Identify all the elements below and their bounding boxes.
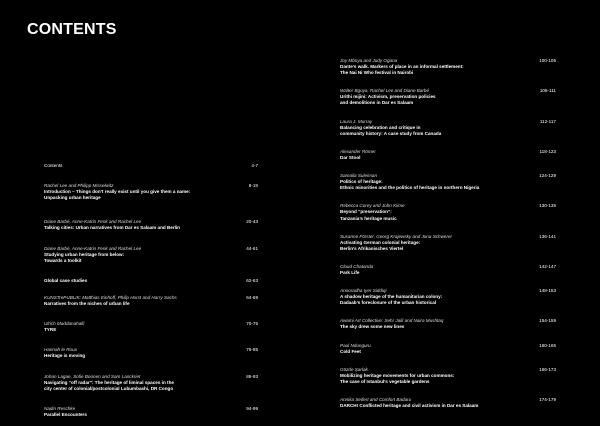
entry-title: Heritage is moving [44, 353, 86, 359]
entry-authors: Ulrich Maddanahalli [44, 321, 85, 327]
entry-pages: 20-43 [246, 219, 258, 225]
entry-authors: Johan Lagae, Sofie Boonen and Sam Lanckriet [44, 373, 141, 379]
entry-authors: Alexander Römer [340, 148, 376, 154]
entry-authors: Joy Mboya and Judy Ogana [340, 58, 398, 63]
entry-authors: Paul Ndunguru [340, 342, 371, 348]
entry-pages: 100-105 [539, 58, 556, 63]
entry-pages: 124-129 [539, 173, 556, 179]
toc-entry[interactable] [340, 343, 556, 355]
entry-authors: Diane Barbé, Anne-Katrin Fenk and Rachel Lee [44, 245, 142, 251]
toc-entry[interactable] [44, 347, 258, 359]
entry-title: Narratives from the niches of urban life [44, 301, 130, 307]
entry-pages: 86-93 [246, 373, 258, 379]
entry-pages: 148-153 [539, 288, 556, 294]
toc-left-column [44, 163, 258, 418]
toc-entry[interactable] [44, 163, 258, 169]
toc-entry[interactable] [340, 203, 556, 221]
entry-authors: Diane Barbé, Anne-Katrin Fenk and Rachel Lee [44, 219, 142, 225]
toc-entry[interactable] [340, 367, 556, 385]
toc-entry[interactable] [44, 295, 258, 307]
entry-authors: Cloud Chatanda [340, 263, 374, 269]
entry-pages: 112-117 [539, 118, 556, 124]
entry-pages: 62-63 [246, 277, 258, 283]
entry-title: Studying urban heritage from below: Towards a toolkit [44, 251, 125, 263]
entry-pages: 106-111 [539, 88, 556, 94]
entry-pages: 8-19 [248, 183, 258, 189]
entry-pages: 160-165 [539, 342, 556, 348]
toc-entry[interactable] [340, 173, 556, 191]
toc-right-column [340, 58, 556, 409]
entry-pages: 174-179 [539, 397, 556, 402]
entry-title: Activating German colonial heritage: Berlin’s Afrikanisches Viertel [340, 239, 421, 251]
entry-authors: Hannah le Roux [44, 347, 77, 353]
entry-title: Dar Stool [340, 154, 361, 160]
entry-authors: Walter Bgoya, Rachel Lee and Diane Barbé [340, 88, 430, 94]
toc-entry[interactable] [44, 183, 258, 201]
entry-pages: 130-135 [539, 203, 556, 209]
entry-title: The sky drew some new lines [340, 324, 405, 330]
entry-title: Beyond “preservation”: Tanzania’s heritage music [340, 209, 397, 221]
entry-title: Global case studies [44, 277, 88, 283]
entry-pages: 118-123 [539, 148, 556, 154]
entry-authors: Anooradha Iyer Siddiqi [340, 288, 387, 294]
entry-authors: KUNSTrePUBLIK: Matthias Einhoff, Philip Horst and Harry Sachs [44, 294, 177, 300]
entry-pages: 94-99 [246, 405, 258, 411]
entry-title: TYRE [44, 327, 57, 333]
entry-pages: 76-85 [246, 347, 258, 353]
entry-title: Urithi mijini: Activism, preservation policies and demolitions in Dar es Salaam [340, 94, 436, 106]
toc-entry[interactable] [44, 246, 258, 264]
toc-entry[interactable] [340, 234, 556, 252]
entry-pages: 154-159 [539, 318, 556, 324]
entry-pages: 136-141 [539, 233, 556, 239]
entry-authors: Rebecca Corey and John Kiime [340, 203, 405, 209]
entry-title: Dante’s walk. Markers of place in an informal settlement: The Nai Ni Who festival in Nairobi [340, 64, 464, 76]
entry-title: DARCH! Conflicted heritage and civil activism in Dar es Salaam [340, 403, 479, 409]
toc-entry[interactable] [44, 321, 258, 333]
toc-entry[interactable] [340, 149, 556, 161]
entry-authors: Laura J. Murray [340, 118, 373, 124]
entry-pages: 44-61 [246, 245, 258, 251]
entry-title: Navigating “off radar”: The heritage of liminal spaces in the city center of colonial/postcolonial Lubumbashi, DR Congo [44, 379, 174, 391]
entry-title: Cold Feet [340, 348, 361, 354]
toc-entry[interactable] [340, 318, 556, 330]
toc-entry[interactable] [340, 58, 556, 76]
toc-entry[interactable] [44, 278, 258, 284]
entry-title: Talking cities: Urban narratives from Dar es Salaam and Berlin [44, 225, 180, 231]
toc-entry[interactable] [340, 88, 556, 106]
toc-entry[interactable] [44, 406, 258, 418]
page-title: CONTENTS [27, 21, 117, 38]
entry-title: Politics of heritage: Ethnic minorities and the politics of heritage in northern Nigeria [340, 179, 480, 191]
entry-title: Balancing celebration and critique in community history: A case study from Canada [340, 124, 442, 136]
entry-title: Introduction – Things don’t really exist until you give them a name: Unpacking urban heritage [44, 189, 191, 201]
entry-title: Mobilizing heritage movements for urban commons: The case of Istanbul’s vegetable gardens [340, 372, 455, 384]
toc-entry[interactable] [340, 119, 556, 137]
entry-title: A shadow heritage of the humanitarian colony: Dadaab’s foreclosure of the urban historical [340, 294, 443, 306]
toc-entry[interactable] [44, 219, 258, 231]
entry-title: Parallel Encounters [44, 411, 87, 417]
entry-pages: 166-173 [539, 366, 556, 372]
toc-entry[interactable] [340, 264, 556, 276]
entry-pages: 142-147 [539, 263, 556, 269]
entry-authors: Annika Seifert and Comfort Badaru [340, 397, 412, 402]
toc-entry[interactable] [44, 374, 258, 392]
entry-pages: 4-7 [251, 163, 258, 168]
toc-entry[interactable] [340, 397, 556, 409]
entry-authors: Samaila Suleiman [340, 173, 378, 179]
entry-authors: Nadin Reschke [44, 405, 76, 411]
entry-authors: Gözde Şarlak [340, 366, 368, 372]
entry-title: Park Life [340, 269, 360, 275]
entry-authors: Susanne Förster, Georg Krajewsky and Jona Schwerer [340, 233, 453, 239]
entry-title: Contents [44, 163, 63, 168]
toc-entry[interactable] [340, 288, 556, 306]
entry-pages: 64-69 [246, 294, 258, 300]
entry-authors: Awami Art Collective: Sehr Jalil and Naira Mushtaq [340, 318, 444, 324]
entry-authors: Rachel Lee and Philipp Misselwitz [44, 183, 114, 189]
entry-pages: 70-75 [246, 321, 258, 327]
